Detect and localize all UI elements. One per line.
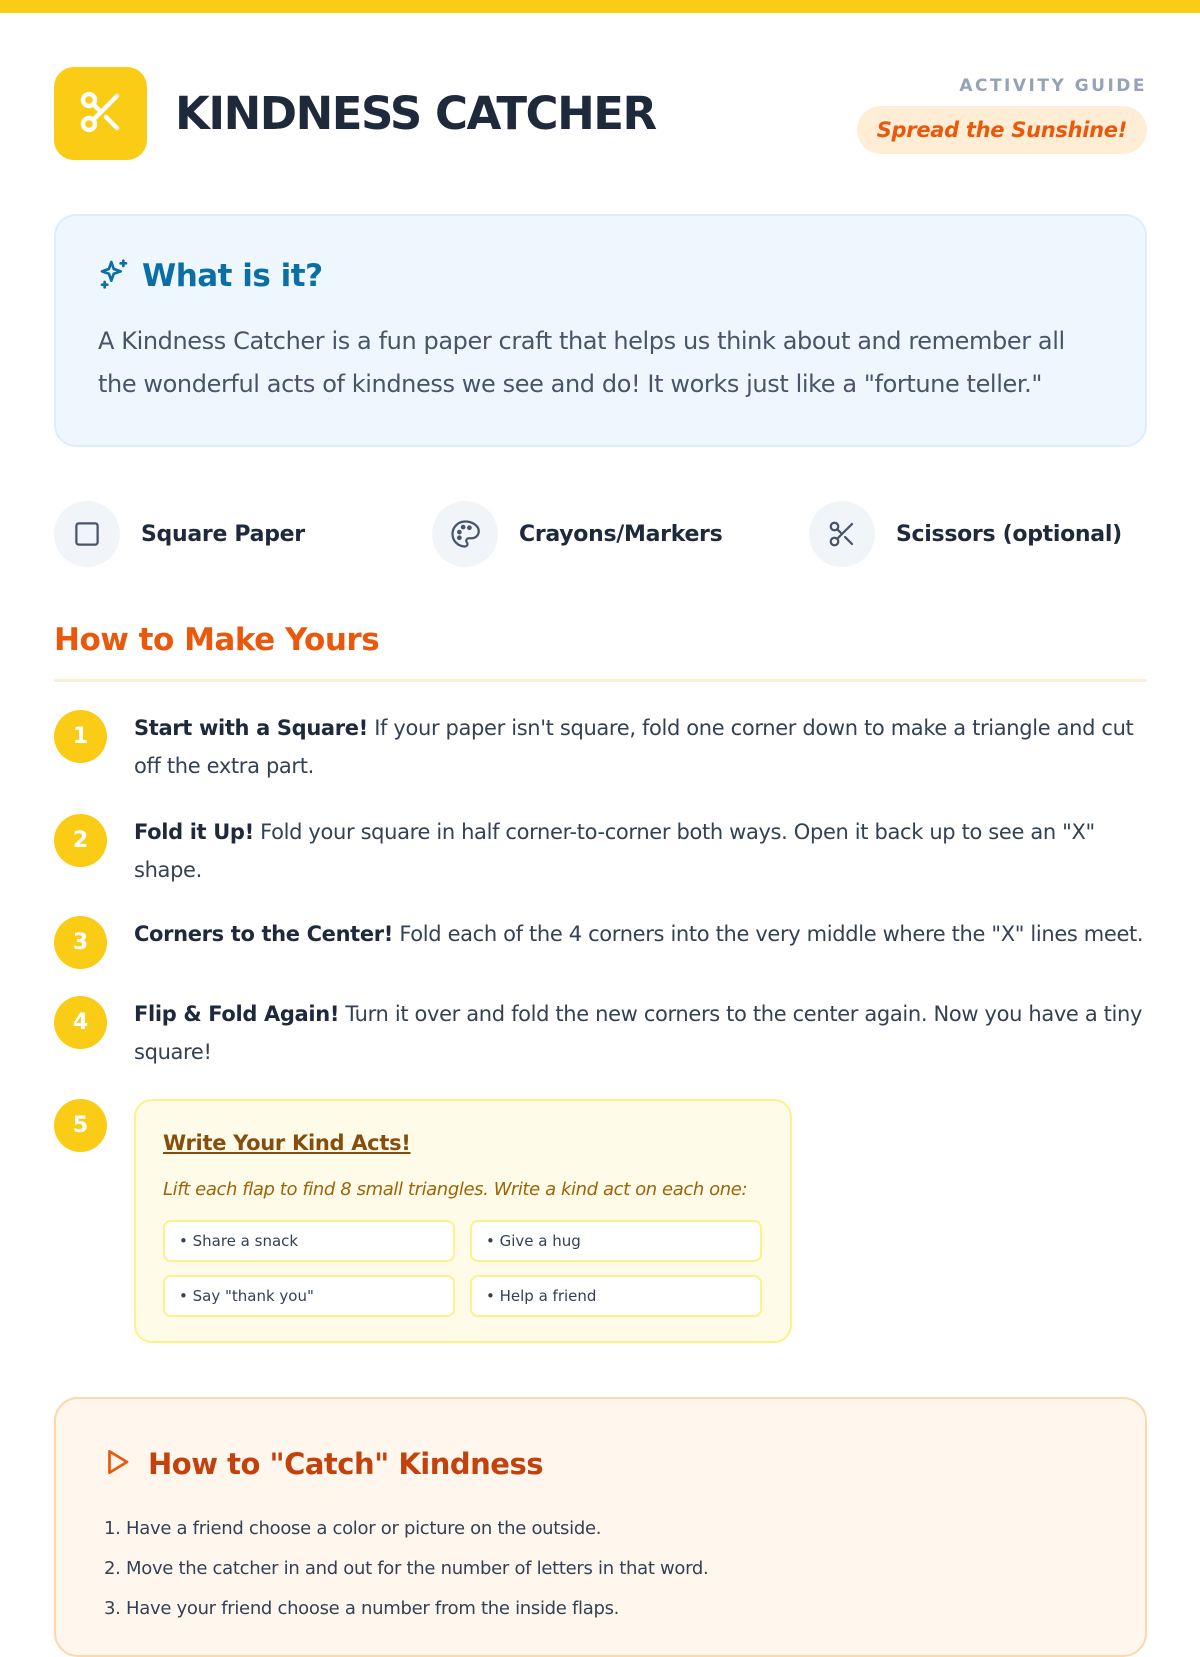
step-number: 3: [54, 916, 107, 969]
sparkles-icon: [98, 258, 130, 294]
step-number: 4: [54, 996, 107, 1049]
step-bold-label: Flip & Fold Again!: [134, 1002, 340, 1026]
how-to-catch-header: [102, 1447, 543, 1481]
what-is-it-description: A Kindness Catcher is a fun paper craft that helps us think about and remember all the wonderful acts of kindness we see and do! It works just like a "fortune teller.": [98, 327, 1065, 398]
list-item: 3. Have your friend choose a number from the inside flaps.: [104, 1598, 620, 1619]
how-to-catch-card: [54, 1397, 1147, 1657]
step-description: Turn it over and fold the new corners to the center again. Now you have a tiny square!: [134, 1002, 1143, 1064]
what-is-it-header: [98, 258, 323, 294]
scissors-icon: [809, 501, 875, 567]
kind-act-item: • Give a hug: [470, 1220, 762, 1262]
step-bold-label: Fold it Up!: [134, 820, 254, 844]
kind-act-item: • Say "thank you": [163, 1275, 455, 1317]
step-number: 1: [54, 710, 107, 763]
what-is-it-card: [54, 214, 1147, 447]
step-bold-label: Corners to the Center!: [134, 922, 393, 946]
step-text: [134, 709, 1147, 785]
step-text: [134, 915, 1147, 953]
play-icon: [102, 1447, 132, 1481]
square-icon: [54, 501, 120, 567]
top-accent-bar: [0, 0, 1200, 13]
material-label: Crayons/Markers: [519, 521, 723, 547]
kind-acts-instructions: Lift each flap to find 8 small triangles. Write a kind act on each one:: [163, 1179, 748, 1200]
kind-act-item: • Help a friend: [470, 1275, 762, 1317]
material-crayons-markers: [432, 501, 722, 567]
scissors-icon: [77, 88, 125, 140]
how-to-catch-title: How to "Catch" Kindness: [148, 1447, 543, 1481]
what-is-it-title: What is it?: [142, 258, 323, 294]
how-to-make-heading: How to Make Yours: [54, 622, 380, 658]
step-text: [134, 995, 1147, 1071]
step-number: 2: [54, 814, 107, 867]
step-text: [134, 813, 1147, 889]
step-number: 5: [54, 1099, 107, 1152]
material-scissors: [809, 501, 1122, 567]
material-label: Square Paper: [141, 521, 305, 547]
page-title: KINDNESS CATCHER: [175, 87, 656, 140]
step-description: Fold each of the 4 corners into the very middle where the "X" lines meet.: [393, 922, 1144, 946]
step-description: If your paper isn't square, fold one corner down to make a triangle and cut off the extra part.: [134, 716, 1134, 778]
activity-guide-label: ACTIVITY GUIDE: [959, 76, 1147, 96]
step-description: Fold your square in half corner-to-corner both ways. Open it back up to see an "X" shape.: [134, 820, 1095, 882]
list-item: 2. Move the catcher in and out for the number of letters in that word.: [104, 1558, 709, 1579]
catch-steps-list: [104, 1509, 708, 1629]
kind-act-item: • Share a snack: [163, 1220, 455, 1262]
section-divider: [54, 679, 1147, 682]
palette-icon: [432, 501, 498, 567]
step-bold-label: Start with a Square!: [134, 716, 368, 740]
tagline-badge: Spread the Sunshine!: [857, 106, 1147, 154]
material-square-paper: [54, 501, 305, 567]
kind-acts-card: [134, 1099, 792, 1343]
logo: [54, 67, 147, 160]
material-label: Scissors (optional): [896, 521, 1122, 547]
kind-acts-title: Write Your Kind Acts!: [163, 1131, 411, 1155]
list-item: 1. Have a friend choose a color or picture on the outside.: [104, 1518, 602, 1539]
